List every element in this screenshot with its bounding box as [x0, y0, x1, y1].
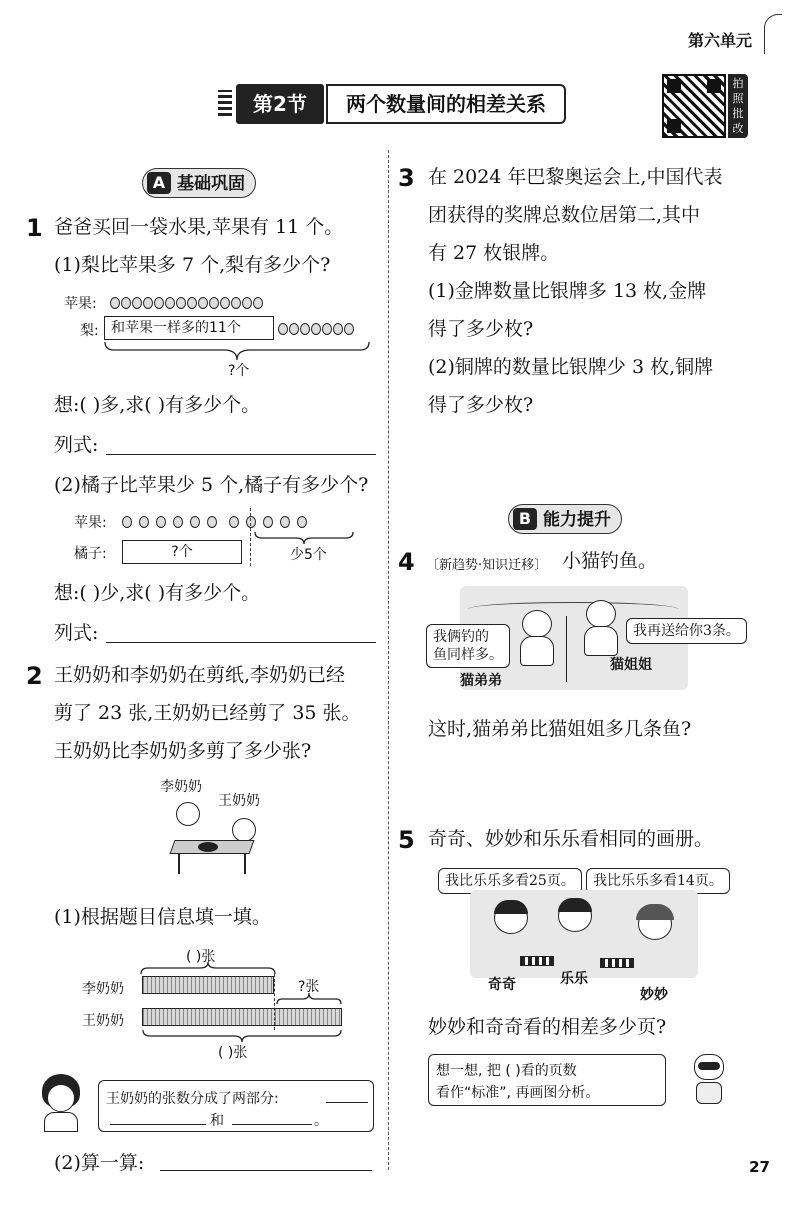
pear-total-label: ?个	[228, 363, 250, 379]
apple-label: 苹果:	[64, 296, 97, 312]
grandmas-illustration	[166, 796, 276, 876]
bar-li-label: 李奶奶	[82, 981, 124, 997]
miaomiao-label: 妙妙	[640, 987, 668, 1003]
section-a-label: 基础巩固	[177, 174, 245, 194]
q3-part1b: 得了多少枚?	[428, 318, 534, 340]
bar-li	[142, 976, 274, 994]
section-a-letter: A	[147, 172, 171, 194]
q5-title: 奇奇、妙妙和乐乐看相同的画册。	[428, 828, 714, 850]
pear-row-icons	[278, 320, 355, 339]
section-b-badge	[508, 504, 622, 534]
q4-number: 4	[398, 548, 415, 576]
q3-part1a: (1)金牌数量比银牌多 13 枚,金牌	[428, 280, 707, 302]
q1-formula1-answer-line[interactable]	[106, 454, 376, 455]
bottom-brace-label: ( )张	[218, 1045, 248, 1061]
qr-tag: 拍照批改	[728, 74, 748, 138]
bar-wang-label: 王奶奶	[82, 1013, 124, 1029]
q2-line1: 王奶奶和李奶奶在剪纸,李奶奶已经	[54, 664, 346, 686]
q4-bubble-brother-line2: 鱼同样多。	[433, 647, 503, 663]
column-divider	[388, 150, 389, 1170]
q1-formula2-answer-line[interactable]	[106, 642, 376, 643]
wang-name-label: 王奶奶	[218, 793, 260, 809]
q4-bubble-sister: 我再送给你3条。	[626, 618, 747, 644]
q-brace-label: ?张	[298, 979, 320, 995]
q1-think2: 想:( )少,求( )有多少个。	[54, 582, 261, 604]
cat-brother-label: 猫弟弟	[460, 673, 502, 689]
apple-label-2: 苹果:	[74, 515, 107, 531]
q5-bubble-qiqi: 我比乐乐多看25页。	[438, 868, 582, 894]
orange-label: 橘子:	[74, 546, 107, 562]
girl-avatar-icon	[36, 1074, 86, 1134]
q1-part1: (1)梨比苹果多 7 个,梨有多少个?	[54, 254, 331, 276]
qr-code-icon[interactable]	[662, 74, 726, 138]
q3-line1: 在 2024 年巴黎奥运会上,中国代表	[428, 166, 723, 188]
q2-hint-and: 和	[210, 1113, 224, 1129]
less5-label: 少5个	[290, 547, 327, 563]
q1-formula1-label: 列式:	[54, 434, 99, 456]
q3-number: 3	[398, 164, 415, 192]
q4-tag: 〔新趋势·知识迁移〕	[426, 558, 548, 573]
q2-hint-blank1[interactable]	[326, 1102, 368, 1103]
q4-question: 这时,猫弟弟比猫姐姐多几条鱼?	[428, 718, 692, 740]
q2-hint-blank2[interactable]	[110, 1124, 206, 1125]
q2-hint-end: 。	[314, 1113, 328, 1129]
section-b-letter: B	[513, 508, 537, 530]
q5-question: 妙妙和奇奇看的相差多少页?	[428, 1016, 667, 1038]
qiqi-label: 奇奇	[488, 977, 516, 993]
q4-bubble-brother	[426, 624, 510, 668]
section-number: 第2节	[236, 84, 324, 124]
q3-part2b: 得了多少枚?	[428, 394, 534, 416]
q2-part2-answer-line[interactable]	[160, 1170, 372, 1171]
bar-split-line	[274, 974, 275, 1030]
q1-text: 爸爸买回一袋水果,苹果有 11 个。	[54, 216, 344, 238]
q1-number: 1	[26, 214, 43, 242]
top-brace-label: ( )张	[186, 949, 216, 965]
q3-line3: 有 27 枚银牌。	[428, 242, 560, 264]
page-corner-decoration	[764, 14, 782, 54]
q3-part2a: (2)铜牌的数量比银牌少 3 枚,铜牌	[428, 356, 714, 378]
page-number: 27	[749, 1158, 770, 1176]
section-b-label: 能力提升	[543, 510, 611, 530]
bar-wang	[142, 1008, 342, 1026]
q5-bubble-miaomiao: 我比乐乐多看14页。	[586, 868, 730, 894]
q2-part2: (2)算一算:	[54, 1152, 145, 1174]
q1-part2: (2)橘子比苹果少 5 个,橘子有多少个?	[54, 474, 369, 496]
q5-number: 5	[398, 826, 415, 854]
section-header	[218, 84, 566, 124]
pear-total-brace	[104, 340, 370, 362]
q2-number: 2	[26, 662, 43, 690]
q2-part1: (1)根据题目信息填一填。	[54, 906, 271, 928]
q2-hint-text1: 王奶奶的张数分成了两部分:	[106, 1091, 279, 1107]
pear-label: 梨:	[80, 323, 99, 339]
cat-sister-label: 猫姐姐	[610, 657, 652, 673]
q1-think1: 想:( )多,求( )有多少个。	[54, 394, 261, 416]
header-stripes	[218, 90, 232, 116]
q5-hint-line1: 想一想, 把 ( )看的页数	[436, 1063, 577, 1079]
kids-reading-illustration	[470, 890, 698, 978]
pear-box: 和苹果一样多的11个	[104, 316, 274, 340]
q2-line3: 王奶奶比李奶奶多剪了多少张?	[54, 740, 312, 762]
li-name-label: 李奶奶	[160, 779, 202, 795]
section-title: 两个数量间的相差关系	[326, 84, 566, 124]
q5-hint-line2: 看作“标准”, 再画图分析。	[436, 1085, 600, 1101]
unit-label: 第六单元	[687, 31, 752, 50]
orange-box: ?个	[122, 540, 242, 564]
robot-icon	[684, 1052, 734, 1108]
q3-line2: 团获得的奖牌总数位居第二,其中	[428, 204, 701, 226]
apple-row-icons	[110, 294, 264, 313]
section-a-badge	[142, 168, 256, 198]
orange-split-line	[250, 508, 251, 566]
q1-formula2-label: 列式:	[54, 622, 99, 644]
q4-title: 小猫钓鱼。	[562, 550, 658, 572]
q4-bubble-brother-line1: 我俩钓的	[433, 629, 489, 645]
q2-hint-blank3[interactable]	[232, 1124, 312, 1125]
lele-label: 乐乐	[560, 971, 588, 987]
q2-line2: 剪了 23 张,王奶奶已经剪了 35 张。	[54, 702, 361, 724]
